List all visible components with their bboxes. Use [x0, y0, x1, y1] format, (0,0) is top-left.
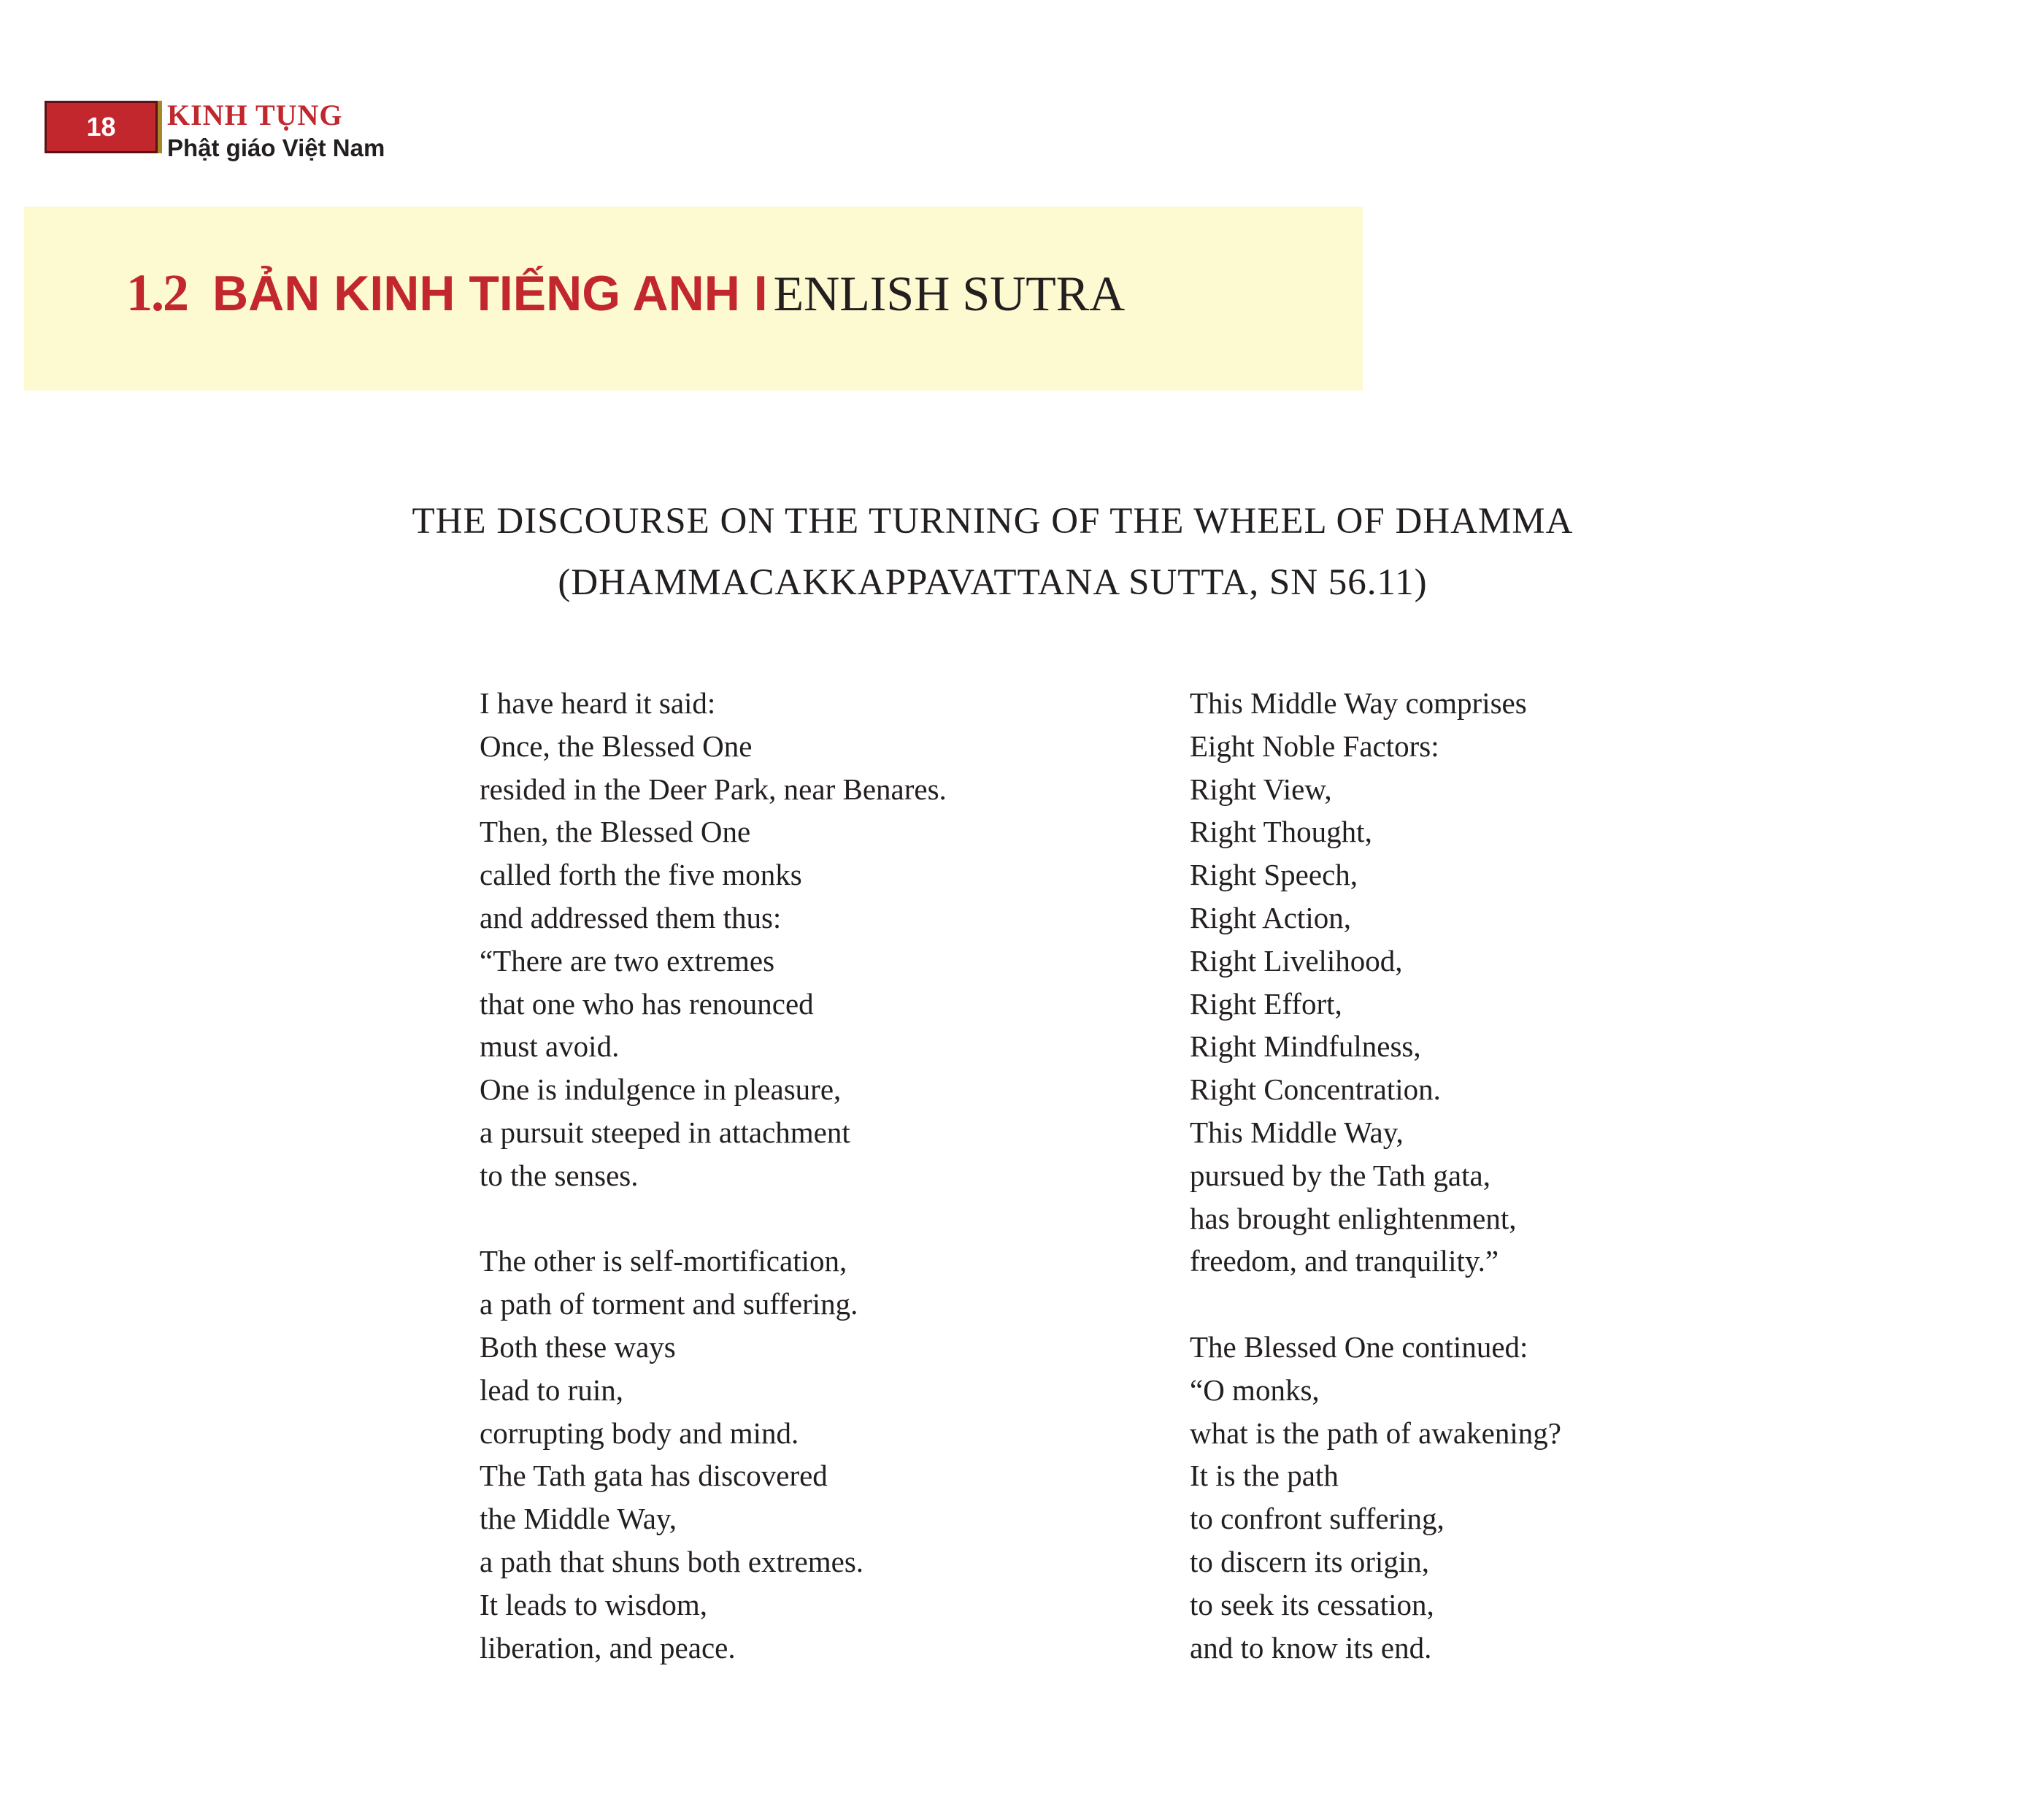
- verse-line: called forth the five monks: [480, 858, 802, 892]
- verse-line: Right Thought,: [1190, 815, 1372, 849]
- stanza: [1190, 682, 1744, 1283]
- verse-line: This Middle Way comprises: [1190, 686, 1527, 720]
- section-title-english: ENLISH SUTRA: [773, 266, 1126, 321]
- verse-line: resided in the Deer Park, near Benares.: [480, 772, 947, 806]
- page-header: [45, 99, 453, 165]
- verse-line: Eight Noble Factors:: [1190, 729, 1439, 763]
- verse-line: lead to ruin,: [480, 1372, 623, 1407]
- document-title: [394, 491, 1591, 613]
- stanza: [480, 682, 990, 1197]
- document-subtitle-line: (DHAMMACAKKAPPAVATTANA SUTTA, SN 56.11): [558, 562, 1428, 603]
- verse-line: has brought enlightenment,: [1190, 1201, 1517, 1235]
- verse-line: Right Action,: [1190, 900, 1351, 934]
- stanza: [1190, 1326, 1744, 1669]
- verse-line: It is the path: [1190, 1459, 1339, 1493]
- verse-line: Right Mindfulness,: [1190, 1029, 1421, 1064]
- verse-line: the Middle Way,: [480, 1502, 677, 1536]
- section-number: 1.2: [126, 264, 188, 322]
- header-divider: [158, 101, 162, 153]
- verse-line: to the senses.: [480, 1158, 639, 1192]
- section-title-vietnamese: BẢN KINH TIẾNG ANH I: [212, 266, 768, 321]
- verse-line: that one who has renounced: [480, 986, 814, 1021]
- document-title-line: THE DISCOURSE ON THE TURNING OF THE WHEEL OF DHAMMA: [412, 501, 1574, 542]
- verse-line: I have heard it said:: [480, 686, 716, 720]
- verse-line: Right Concentration.: [1190, 1072, 1441, 1107]
- section-heading-band: [24, 207, 1363, 391]
- verse-line: liberation, and peace.: [480, 1630, 736, 1665]
- verse-line: The Blessed One continued:: [1190, 1329, 1528, 1364]
- publication-subtitle: Phật giáo Việt Nam: [167, 134, 385, 161]
- verse-line: a path that shuns both extremes.: [480, 1544, 864, 1578]
- verse-line: Right Speech,: [1190, 858, 1358, 892]
- verse-column-left: [480, 682, 990, 1669]
- verse-line: Once, the Blessed One: [480, 729, 753, 763]
- section-heading: [126, 264, 1126, 322]
- verse-line: to discern its origin,: [1190, 1544, 1429, 1578]
- verse-line: Right View,: [1190, 772, 1332, 806]
- verse-column-right: [1190, 682, 1744, 1669]
- verse-line: must avoid.: [480, 1029, 620, 1064]
- verse-line: and addressed them thus:: [480, 900, 782, 934]
- verse-line: a path of torment and suffering.: [480, 1287, 858, 1321]
- page-number: 18: [45, 101, 158, 153]
- verse-line: “O monks,: [1190, 1372, 1320, 1407]
- verse-line: “There are two extremes: [480, 943, 775, 978]
- verse-line: what is the path of awakening?: [1190, 1416, 1561, 1450]
- verse-line: to confront suffering,: [1190, 1502, 1444, 1536]
- verse-line: to seek its cessation,: [1190, 1587, 1434, 1621]
- verse-line: Right Livelihood,: [1190, 943, 1403, 978]
- verse-line: Both these ways: [480, 1329, 676, 1364]
- verse-line: pursued by the Tath gata,: [1190, 1158, 1490, 1192]
- verse-line: The Tath gata has discovered: [480, 1459, 828, 1493]
- verse-line: One is indulgence in pleasure,: [480, 1072, 842, 1107]
- verse-line: and to know its end.: [1190, 1630, 1432, 1665]
- stanza: [480, 1240, 990, 1669]
- verse-line: Then, the Blessed One: [480, 815, 751, 849]
- verse-line: a pursuit steeped in attachment: [480, 1115, 850, 1149]
- verse-line: freedom, and tranquility.”: [1190, 1244, 1499, 1278]
- verse-line: corrupting body and mind.: [480, 1416, 799, 1450]
- verse-line: It leads to wisdom,: [480, 1587, 708, 1621]
- verse-line: Right Effort,: [1190, 986, 1342, 1021]
- verse-line: The other is self-mortification,: [480, 1244, 847, 1278]
- verse-line: This Middle Way,: [1190, 1115, 1404, 1149]
- publication-title: KINH TỤNG: [167, 99, 343, 131]
